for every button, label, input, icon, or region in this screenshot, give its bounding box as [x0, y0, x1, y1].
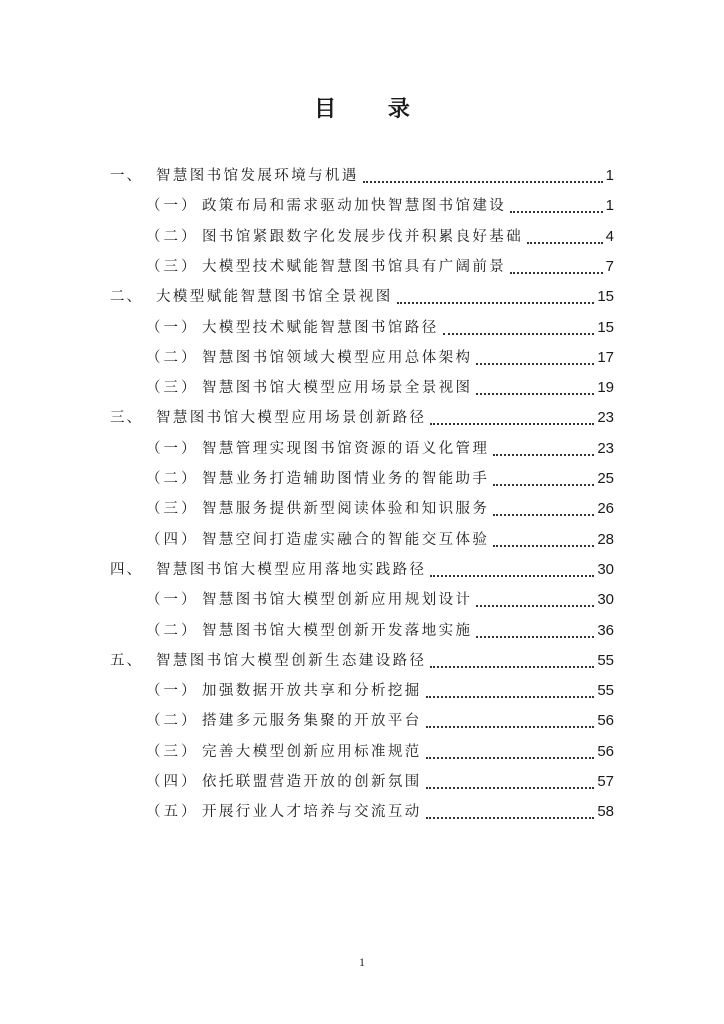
toc-entry-title: 加强数据开放共享和分析挖掘 [202, 683, 422, 700]
toc-entry-title: 依托联盟营造开放的创新氛围 [202, 774, 422, 790]
toc-entry-page: 58 [597, 803, 614, 821]
toc-leader-dots [476, 605, 594, 607]
toc-entry-page: 23 [597, 409, 614, 427]
toc-entry-number: （三） [146, 380, 199, 397]
page-title: 目 录 [314, 97, 432, 122]
toc-entry[interactable] [0, 495, 724, 523]
toc-entry-number: （三） [146, 501, 199, 518]
toc-entry[interactable] [0, 798, 724, 826]
toc-leader-dots [493, 484, 594, 486]
toc-entry-number: （二） [146, 228, 199, 245]
toc-leader-dots [426, 757, 594, 759]
toc-entry-page: 4 [605, 227, 614, 245]
toc-entry-title: 政策布局和需求驱动加快智慧图书馆建设 [202, 198, 507, 215]
toc-entry-title: 智慧图书馆大模型应用场景创新路径 [156, 410, 427, 427]
toc-entry[interactable] [0, 707, 724, 735]
toc-entry[interactable] [0, 223, 724, 251]
toc-entry[interactable] [0, 465, 724, 493]
toc-entry-title: 智慧业务打造辅助图情业务的智能助手 [202, 471, 490, 487]
toc-entry-number: 二、 [110, 289, 143, 306]
toc-entry-number: 三、 [110, 410, 143, 427]
toc-entry-number: （一） [146, 592, 199, 609]
toc-leader-dots [476, 363, 594, 365]
toc-entry-number: （一） [146, 683, 199, 700]
toc-entry-page: 17 [597, 348, 614, 366]
toc-entry-page: 30 [597, 560, 614, 578]
toc-entry[interactable] [0, 677, 724, 705]
toc-leader-dots [493, 514, 594, 516]
toc-leader-dots [476, 393, 594, 395]
toc-entry[interactable] [0, 404, 724, 432]
toc-entry-page: 57 [597, 773, 614, 790]
toc-entry-number: 四、 [110, 561, 143, 578]
toc-entry-number: （一） [146, 440, 199, 457]
toc-entry-page: 55 [597, 682, 614, 700]
toc-leader-dots [426, 726, 594, 728]
toc-entry-title: 大模型赋能智慧图书馆全景视图 [156, 289, 393, 306]
toc-entry[interactable] [0, 435, 724, 463]
toc-leader-dots [430, 575, 594, 577]
toc-entry[interactable] [0, 162, 724, 190]
toc-entry-title: 智慧图书馆大模型创新开发落地实施 [202, 622, 473, 639]
toc-entry-number: （四） [146, 774, 199, 790]
toc-entry-title: 完善大模型创新应用标准规范 [202, 743, 422, 760]
toc-entry-title: 智慧管理实现图书馆资源的语义化管理 [202, 440, 490, 457]
toc-entry-page: 55 [597, 651, 614, 669]
toc-entry-number: （二） [146, 713, 199, 730]
toc-entry-title: 智慧图书馆大模型应用场景全景视图 [202, 380, 473, 397]
toc-entry-number: （二） [146, 622, 199, 639]
toc-entry-page: 30 [597, 591, 614, 609]
toc-entry[interactable] [0, 344, 724, 372]
toc-entry-number: 五、 [110, 652, 143, 669]
toc-entry-title: 开展行业人才培养与交流互动 [202, 804, 422, 821]
toc-entry-number: （二） [146, 471, 199, 487]
toc-entry-number: （三） [146, 258, 199, 275]
toc-leader-dots [493, 454, 594, 456]
toc-entry-page: 26 [597, 500, 614, 518]
toc-leader-dots [476, 636, 594, 638]
toc-entry-number: （一） [146, 198, 199, 215]
toc-entry-page: 56 [597, 712, 614, 730]
toc-entry[interactable] [0, 738, 724, 766]
toc-entry-title: 智慧图书馆大模型应用落地实践路径 [156, 561, 427, 578]
toc-entry[interactable] [0, 253, 724, 281]
toc-entry[interactable] [0, 556, 724, 584]
toc-entry[interactable] [0, 647, 724, 675]
toc-leader-dots [527, 242, 603, 244]
toc-entry-number: 一、 [110, 168, 143, 184]
toc-entry-page: 7 [605, 257, 614, 275]
toc-entry-page: 19 [597, 379, 614, 397]
toc-leader-dots [510, 211, 603, 213]
toc-leader-dots [426, 787, 594, 789]
toc-leader-dots [493, 545, 594, 547]
toc-entry[interactable] [0, 526, 724, 554]
toc-entry-title: 智慧空间打造虚实融合的智能交互体验 [202, 531, 490, 548]
page-number: 1 [359, 955, 365, 969]
toc-entry-title: 智慧服务提供新型阅读体验和知识服务 [202, 501, 490, 518]
toc-entry-page: 1 [605, 197, 614, 215]
toc-entry-page: 28 [597, 530, 614, 548]
toc-entry[interactable] [0, 314, 724, 342]
toc-leader-dots [430, 423, 594, 425]
toc-leader-dots [443, 333, 594, 335]
toc-entry-number: （五） [146, 804, 199, 821]
toc-entry-number: （四） [146, 531, 199, 548]
toc-entry-page: 36 [597, 621, 614, 639]
toc-entry-title: 图书馆紧跟数字化发展步伐并积累良好基础 [202, 228, 524, 245]
toc-entry-page: 23 [597, 439, 614, 457]
toc-leader-dots [363, 181, 603, 183]
toc-entry[interactable] [0, 586, 724, 614]
toc-entry-number: （三） [146, 743, 199, 760]
toc-entry-page: 1 [605, 167, 614, 184]
toc-entry-page: 15 [597, 318, 614, 336]
toc-entry[interactable] [0, 617, 724, 645]
toc-leader-dots [426, 696, 594, 698]
toc-entry-page: 56 [597, 742, 614, 760]
toc-entry-number: （一） [146, 319, 199, 336]
toc-entry[interactable] [0, 283, 724, 311]
toc-entry[interactable] [0, 374, 724, 402]
toc-entry-number: （二） [146, 349, 199, 366]
toc-entry-title: 大模型技术赋能智慧图书馆具有广阔前景 [202, 258, 507, 275]
toc-entry-title: 智慧图书馆大模型创新生态建设路径 [156, 652, 427, 669]
toc-entry-title: 大模型技术赋能智慧图书馆路径 [202, 319, 439, 336]
toc-entry-title: 搭建多元服务集聚的开放平台 [202, 713, 422, 730]
toc-leader-dots [510, 272, 603, 274]
toc-entry-page: 25 [597, 470, 614, 487]
toc-leader-dots [397, 302, 594, 304]
toc-entry-title: 智慧图书馆领域大模型应用总体架构 [202, 349, 473, 366]
toc-leader-dots [426, 817, 594, 819]
toc-entry-page: 15 [597, 288, 614, 306]
toc-entry-title: 智慧图书馆大模型创新应用规划设计 [202, 592, 473, 609]
toc-leader-dots [430, 666, 594, 668]
toc-entry[interactable] [0, 768, 724, 796]
toc-entry-title: 智慧图书馆发展环境与机遇 [156, 168, 359, 184]
toc-entry[interactable] [0, 192, 724, 220]
